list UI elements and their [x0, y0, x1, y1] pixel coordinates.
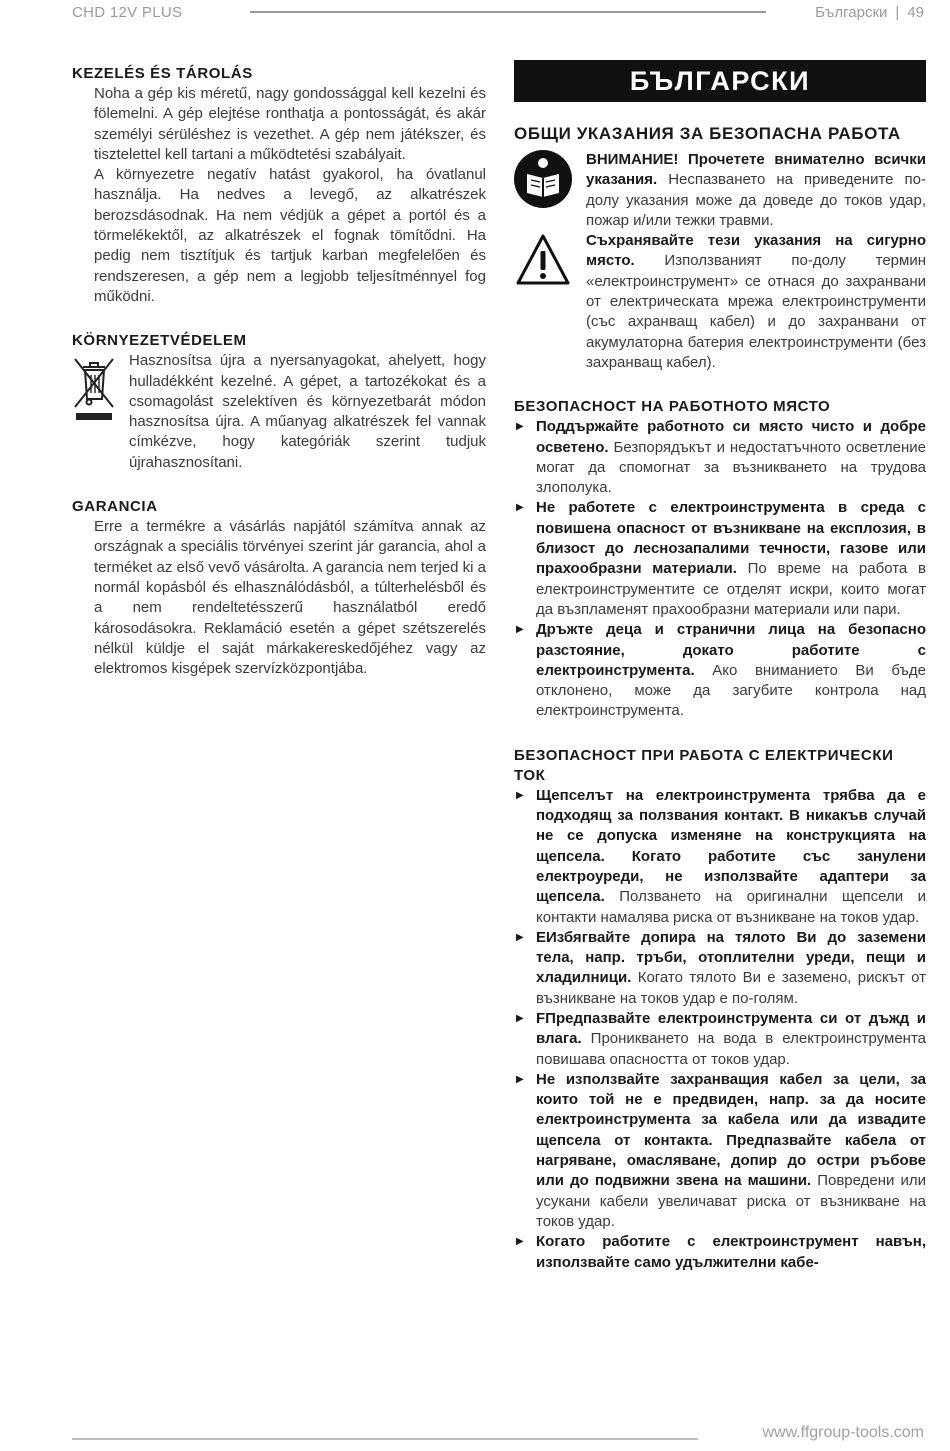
environment-section	[72, 331, 486, 473]
bullet-arrow-icon: ▶	[516, 502, 524, 514]
warranty-text: Erre a termékre a vásárlás napjától számítva annak az országnak a speciális törvényei szerint jár garancia, ahol a terméket az első vevő vásárolta. A garancia nem terjed ki a normál kopásból és elhasználódásból, a túlterhelésből és a nem rendeltetésszerű használatból eredő károsodásokra. Reklamáció esetén a gépet szétszerelés nélkül küldje el saját márkakereskedőjéhez vagy az elektromos kisgépek szervízközpontjába.	[94, 518, 486, 678]
item-bold: Не използвайте захранващия кабел за цели, за които той не е предвиден, напр. за да носите електроинструмента за кабела или да извадите щепсела от контакта. Предпазвайте кабела от нагряване, омасляване, допир до остри ръбове или до подвижни звена на машини.	[536, 1070, 926, 1190]
general-safety-section	[514, 124, 926, 373]
environment-heading: KÖRNYEZETVÉDELEM	[72, 332, 247, 350]
list-item	[514, 620, 926, 721]
warning-bold-1: ВНИМАНИЕ! Прочетете внимателно всички указания.	[586, 151, 926, 189]
item-bold: Щепселът на електроинструмента трябва да е подходящ за ползвания контакт. В никакъв случай не се допуска изменяне на конструкцията на щепсела. Когато работите със занулени електроуреди, не използвайте адаптери за щепсела.	[536, 786, 926, 906]
item-text: Проникването на вода в електроинструмента повишава опасността от токов удар.	[536, 1030, 926, 1068]
header-separator: |	[895, 4, 900, 21]
bullet-arrow-icon: ▶	[516, 1236, 524, 1248]
warning-triangle-icon	[514, 231, 572, 289]
item-text: Когато тялото Ви е заземено, рискът от възникване на токов удар е по-голям.	[536, 969, 926, 1007]
left-column	[72, 64, 486, 679]
right-column	[514, 60, 926, 1273]
crossed-out-wheelie-bin-icon	[72, 355, 116, 421]
item-bold: Не работете с електроинструмента в среда с повишена опасност от възникване на експлозия, в близост до леснозапалими течности, газове или прахообразни материали.	[536, 499, 926, 578]
page-footer	[0, 1420, 950, 1450]
warranty-section	[72, 497, 486, 679]
list-item	[514, 417, 926, 498]
bullet-arrow-icon: ▶	[516, 789, 524, 801]
electrical-list	[514, 786, 926, 1273]
bullet-arrow-icon: ▶	[516, 624, 524, 636]
list-item	[514, 1009, 926, 1070]
warning-body-2: Използваният по-долу термин «електроинструмент» се отнася до захранвани от електрическата мрежа електроинструменти (със ахранващ кабел) и до захранвани от акумулаторна батерия електроинструменти (без захранващ кабел).	[586, 252, 926, 371]
bullet-arrow-icon: ▶	[516, 1012, 524, 1024]
handling-heading: KEZELÉS ÉS TÁROLÁS	[72, 65, 253, 82]
handling-paragraph-1: Noha a gép kis méretű, nagy gondossággal kell kezelni és fölemelni. A gép elejtése ronthatja a pontosságát, és akár személyi sérüléshez is vezethet. A gép nem játékszer, és tisztelettel kell tartani a működtetési szabályait.	[94, 85, 486, 163]
warning-block-1	[514, 150, 926, 231]
warning-bold-2: Съхранявайте тези указания на сигурно място.	[586, 232, 926, 270]
list-item	[514, 1070, 926, 1232]
handling-section	[72, 64, 486, 307]
item-bold: Когато работите с електроинструмент навън, използвайте само удължителни кабе-	[536, 1233, 926, 1271]
workplace-safety-heading: БЕЗОПАСНОСТ НА РАБОТНОТО МЯСТО	[514, 398, 831, 416]
workplace-safety-section	[514, 397, 926, 721]
environment-text: Hasznosítsa újra a nyersanyagokat, ahelyett, hogy hulladékként kezelné. A gépet, a tartozékokat és a csomagolást szelektíven és környezetbarát módon hasznosítsa újra. A műanyag alkatrészek fel vannak címkézve, hogy kategóriák szerint tudjuk újrahasznosítani.	[129, 352, 486, 471]
warning-body-1: Неспазването на приведените по-долу указания може да доведе до токов удар, пожар и/или тежки травми.	[586, 171, 926, 229]
bullet-arrow-icon: ▶	[516, 1073, 524, 1085]
item-text: Ако вниманието Ви бъде отклонено, може да загубите контрола над електроинструмента.	[536, 661, 926, 720]
warning-text-2	[586, 231, 926, 373]
item-bold: FПредпазвайте електроинструмента си от дъжд и влага.	[536, 1009, 926, 1048]
item-bold: Поддържайте работното си място чисто и добре осветено.	[536, 418, 926, 456]
website-url: www.ffgroup-tools.com	[762, 1424, 924, 1441]
product-name: CHD 12V PLUS	[72, 4, 183, 21]
item-bold: Дръжте деца и странични лица на безопасно разстояние, докато работите с електроинструмента.	[536, 621, 926, 679]
general-safety-heading: ОБЩИ УКАЗАНИЯ ЗА БЕЗОПАСНА РАБОТА	[514, 124, 901, 143]
item-text: Повредени или усукани кабели увеличават риска от възникване на токов удар.	[536, 1172, 927, 1230]
item-text: По време на работа в електроинструментите се отделят искри, които могат да възпламенят прахообразни материали или пари.	[536, 560, 926, 618]
list-item	[514, 928, 926, 1009]
handling-paragraph-2: A környezetre negatív hatást gyakorol, ha óvatlanul használja. Ha nedves a levegő, az alkatrészek berozsdásodnak. Ha nem védjük a gépet a portól és a törmelékektől, az alkatrészek el fognak tömítődni. Ha pedig nem tisztítjuk és tartjuk karban megfelelően és rendszeresen, a gép nem a legjobb teljesítménnyel fog működni.	[94, 166, 486, 305]
page-header	[0, 0, 950, 30]
environment-row	[72, 351, 486, 473]
bullet-arrow-icon: ▶	[516, 931, 524, 943]
footer-rule	[72, 1438, 698, 1440]
header-rule	[250, 11, 766, 13]
page-number: 49	[907, 4, 924, 21]
header-right	[815, 4, 924, 21]
language-banner: БЪЛГАРСКИ	[514, 60, 926, 102]
workplace-list	[514, 417, 926, 721]
item-text: Ползването на оригинални щепсели и контакти намалява риска от възникване на токов удар.	[536, 888, 926, 926]
list-item	[514, 498, 926, 620]
warning-block-2	[514, 231, 926, 373]
list-item	[514, 1232, 926, 1273]
item-bold: ЕИзбягвайте допира на тялото Ви до заземени тела, напр. тръби, отоплителни уреди, пещи и хладилници.	[536, 928, 926, 987]
read-manual-icon	[514, 150, 572, 208]
electrical-safety-section	[514, 746, 926, 1273]
language-label: Български	[815, 4, 888, 21]
item-text: Безпорядъкът и недостатъчното осветление могат да спомогнат за възникването на трудова злополука.	[536, 438, 926, 497]
list-item	[514, 786, 926, 928]
warranty-heading: GARANCIA	[72, 498, 158, 516]
warning-text-1	[586, 150, 926, 231]
bullet-arrow-icon: ▶	[516, 421, 524, 433]
electrical-safety-heading: БЕЗОПАСНОСТ ПРИ РАБОТА С ЕЛЕКТРИЧЕСКИ ТОК	[514, 746, 894, 784]
